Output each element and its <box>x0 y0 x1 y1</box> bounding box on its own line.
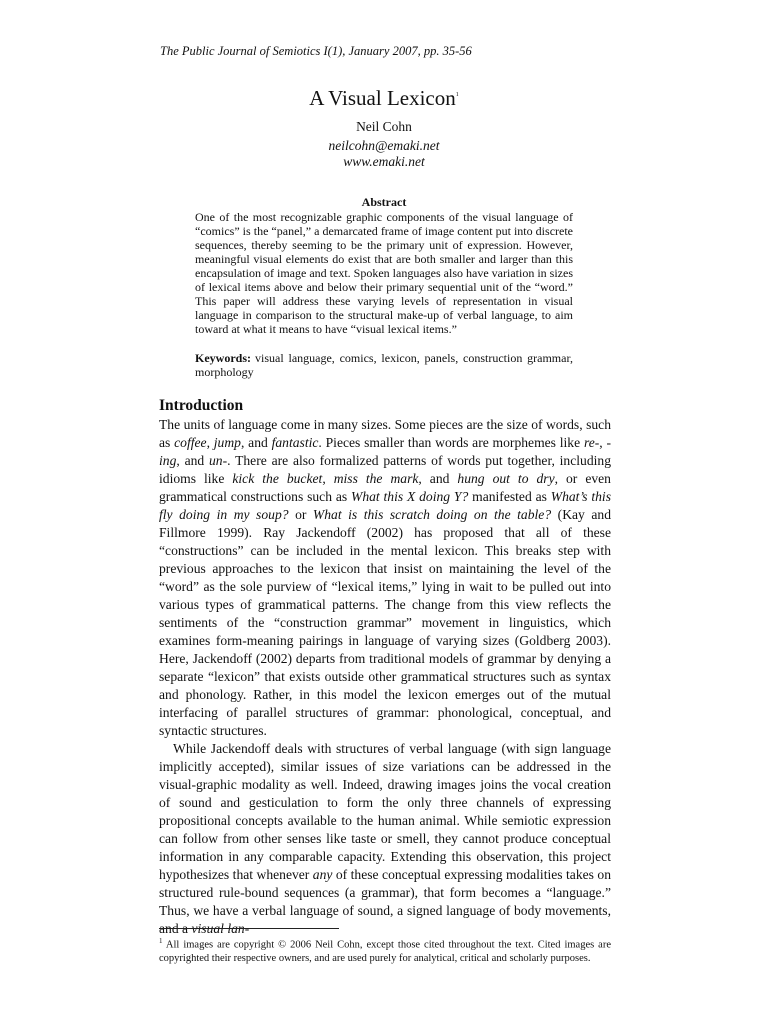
italic-example: kick the bucket <box>232 471 323 486</box>
paragraph-1 <box>159 416 611 740</box>
author-email[interactable]: neilcohn@emaki.net <box>328 138 440 153</box>
italic-emphasis: any <box>312 867 333 882</box>
abstract-heading: Abstract <box>361 195 407 209</box>
text-run: manifested as <box>468 489 551 504</box>
footnote-rule <box>159 928 339 929</box>
italic-example: re- <box>583 435 600 450</box>
footnote-number: 1 <box>159 937 163 945</box>
text-run: , <box>599 435 607 450</box>
footnote-marker: 1 <box>455 92 459 98</box>
text-run: , <box>322 471 334 486</box>
text-run: , or even grammatical constructions such as <box>159 471 611 504</box>
abstract-text: One of the most recognizable graphic components of the visual language of “comics” is the “panel,” a demarcated frame of image content put into discrete sequences, thereby seeming to be the primary unit of expression. However, meaningful visual elements do exist that are both smaller and larger than this encapsulation of image and text. Spoken languages also have variation in sizes of lexical items above and below their primary sequential unit of the “word.” This paper will address these varying levels of representation in visual language in comparison to the structural make-up of verbal language, to aim toward at what it means to have “visual lexical items.” <box>195 210 573 336</box>
body-text <box>159 416 611 938</box>
italic-example: fantastic <box>271 435 319 450</box>
italic-example: What’s this fly doing in my soup? <box>159 489 611 522</box>
footnote <box>159 935 611 965</box>
author-name: Neil Cohn <box>356 119 412 134</box>
text-run: While Jackendoff deals with structures of verbal language (with sign language implicitly accepted), similar issues of size variations can be addressed in the visual-graphic modality as well. Indeed, drawing images joins the vocal creation of sound and gesticulation to form the only three channels of expressing propositional concepts available to the human animal. While semiotic expression can follow from other senses like taste or smell, they cannot produce conceptual information in any comparable capacity. Extending this observation, this project hypothesizes that whenever <box>159 741 611 882</box>
text-run: , and <box>418 471 458 486</box>
footnote-text: All images are copyright © 2006 Neil Cohn, except those cited throughout the text. Cited images are copyrighted their respective owners, and are used purely for analytical, critical and scholarly purposes. <box>159 939 611 964</box>
italic-example: jump <box>213 435 241 450</box>
journal-citation: The Public Journal of Semiotics I(1), January 2007, pp. 35-56 <box>160 44 472 58</box>
keywords <box>195 351 573 379</box>
italic-example: coffee <box>174 435 207 450</box>
section-heading-introduction: Introduction <box>159 397 244 414</box>
text-run: , and <box>240 435 272 450</box>
paper-title <box>0 86 768 111</box>
italic-example: What is this scratch doing on the table? <box>312 507 552 522</box>
keywords-text: visual language, comics, lexicon, panels, construction grammar, morphology <box>195 351 573 379</box>
italic-example: hung out to dry <box>457 471 555 486</box>
text-run: . There are also formalized patterns of words put together, including idioms like <box>159 453 611 486</box>
text-run: or <box>288 507 313 522</box>
text-run: of these conceptual expressing modalities takes on structured rule-bound sequences (a grammar), that form becomes a “language.” Thus, we have a verbal language of sound, a signed language of body movements, and a <box>159 867 612 936</box>
keywords-label: Keywords: <box>195 351 251 365</box>
text-run: , <box>206 435 214 450</box>
text-run: (Kay and Fillmore 1999). Ray Jackendoff (2002) has proposed that all of these “constructions” can be included in the mental lexicon. This breaks step with previous approaches to the lexicon that insist on maintaining the level of the “word” as the sole purview of “lexical items,” lying in wait to be pulled out into various types of grammatical patterns. The change from this view reflects the sentiments of the “construction grammar” movement in linguistics, which examines form-meaning pairings in language of varying sizes (Goldberg 2003). Here, Jackendoff (2002) departs from traditional models of grammar by denying a separate “lexicon” that exists outside other grammatical structures such as syntax and phonology. Rather, in this model the lexicon emerges out of the mutual interfacing of parallel structures of grammar: phonological, conceptual, and syntactic structures. <box>159 507 611 738</box>
paper-title-text: A Visual Lexicon <box>309 86 456 110</box>
paragraph-2 <box>159 740 611 938</box>
italic-example: un- <box>209 453 228 468</box>
text-run: , and <box>176 453 209 468</box>
text-run: . Pieces smaller than words are morphemes like <box>318 435 584 450</box>
text-run: The units of language come in many sizes. Some pieces are the size of words, such as <box>159 417 611 450</box>
author-website[interactable]: www.emaki.net <box>343 154 425 169</box>
italic-example: miss the mark <box>333 471 419 486</box>
italic-emphasis: visual lan- <box>191 921 250 936</box>
italic-example: What this X doing Y? <box>351 489 469 504</box>
italic-example: -ing <box>159 435 612 468</box>
